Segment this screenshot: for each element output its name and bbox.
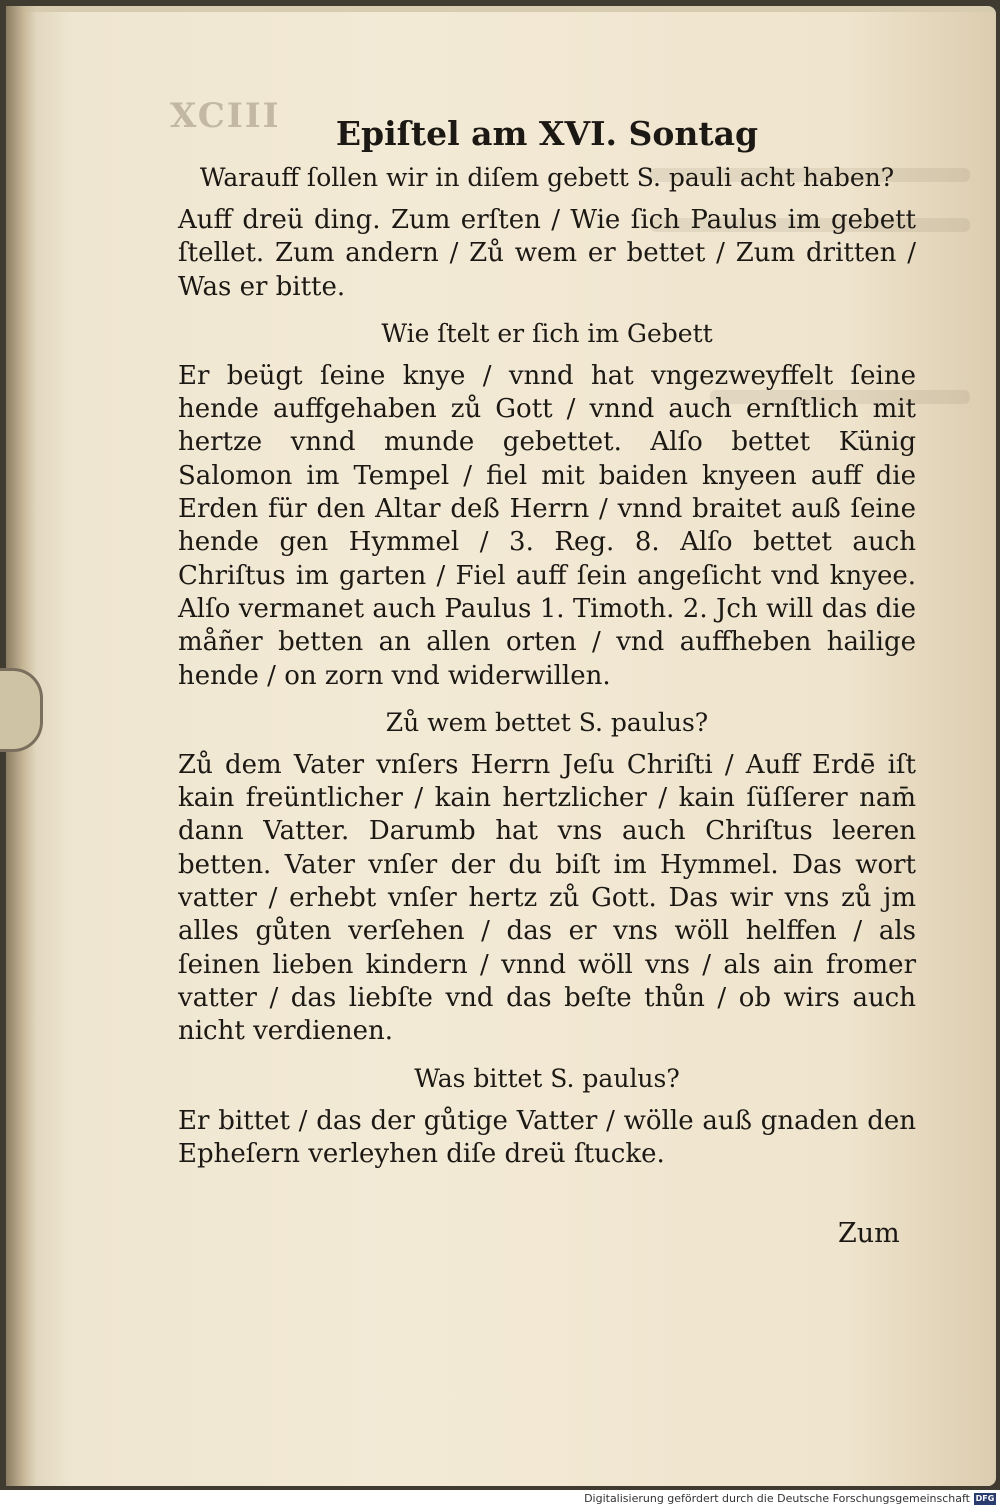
section-body-text: Auff dreü ding. Zum erſten / Wie ſich Paulus im gebett ſtellet. Zum andern / Zů wem er bettet / Zum dritten / Was er bitte. (178, 205, 916, 302)
dfg-logo-icon: DFG (975, 1494, 995, 1503)
section-body-text: Zů dem Vater vnſers Herrn Jeſu Chriſti / Auff Erdē̄ iſt kain freüntlicher / kain hertzlicher / kain ſüſſerer nam̄ dann Vatter. Darumb hat vns auch Chriſtus leeren betten. Vater vnſer der du biſt im Hymmel. Das wort vatter / erhebt vnſer hertz zů Gott. Das wir vns zů jm alles gůten verſehen / das er vns wöll helffen / als ſeinen lieben kindern / vnnd wöll vns / als ain fromer vatter / das liebſte vnd das beſte thůn / ob wirs auch nicht verdienen. (178, 749, 916, 1047)
faded-folio-number: XCIII (170, 96, 281, 136)
page-text (178, 112, 916, 1171)
section-body (178, 360, 916, 693)
section-question: Zů wem bettet S. paulus? (385, 707, 709, 737)
section-body (178, 204, 916, 304)
section-question: Wie ſtelt er ſich im Gebett (381, 318, 713, 348)
section-body (178, 1105, 916, 1172)
book-clasp (0, 668, 43, 752)
section-question: Warauff ſollen wir in diſem gebett S. pauli acht haben? (199, 163, 895, 192)
section-body (178, 749, 916, 1049)
catchword: Zum (838, 1218, 900, 1249)
page-header: Epiſtel am XVI. Sontag (335, 114, 759, 153)
section-question: Was bittet S. paulus? (414, 1063, 680, 1093)
section-body-text: Er bittet / das der gůtige Vatter / wölle auß gnaden den Epheſern verleyhen diſe dreü ſtucke. (178, 1105, 916, 1169)
section-body-text: Er beügt ſeine knye / vnnd hat vngezweyffelt ſeine hende auffgehaben zů Gott / vnnd auch ernſtlich mit hertze vnnd munde gebettet. Alſo bettet Künig Salomon im Tempel / fiel mit baiden knyeen auff die Erden für den Altar deß Herrn / vnnd braitet auß ſeine hende gen Hymmel / 3. Reg. 8. Alſo bettet auch Chriſtus im garten / Fiel auff ſein angeſicht vnd knyee. Alſo vermanet auch Paulus 1. Timoth. 2. Jch will das die måñer betten an allen orten / vnd auffheben hailige hende / on zorn vnd widerwillen. (178, 360, 916, 691)
digitization-credit: Digitalisierung gefördert durch die Deutsche Forschungsgemeinschaft (584, 1492, 970, 1505)
